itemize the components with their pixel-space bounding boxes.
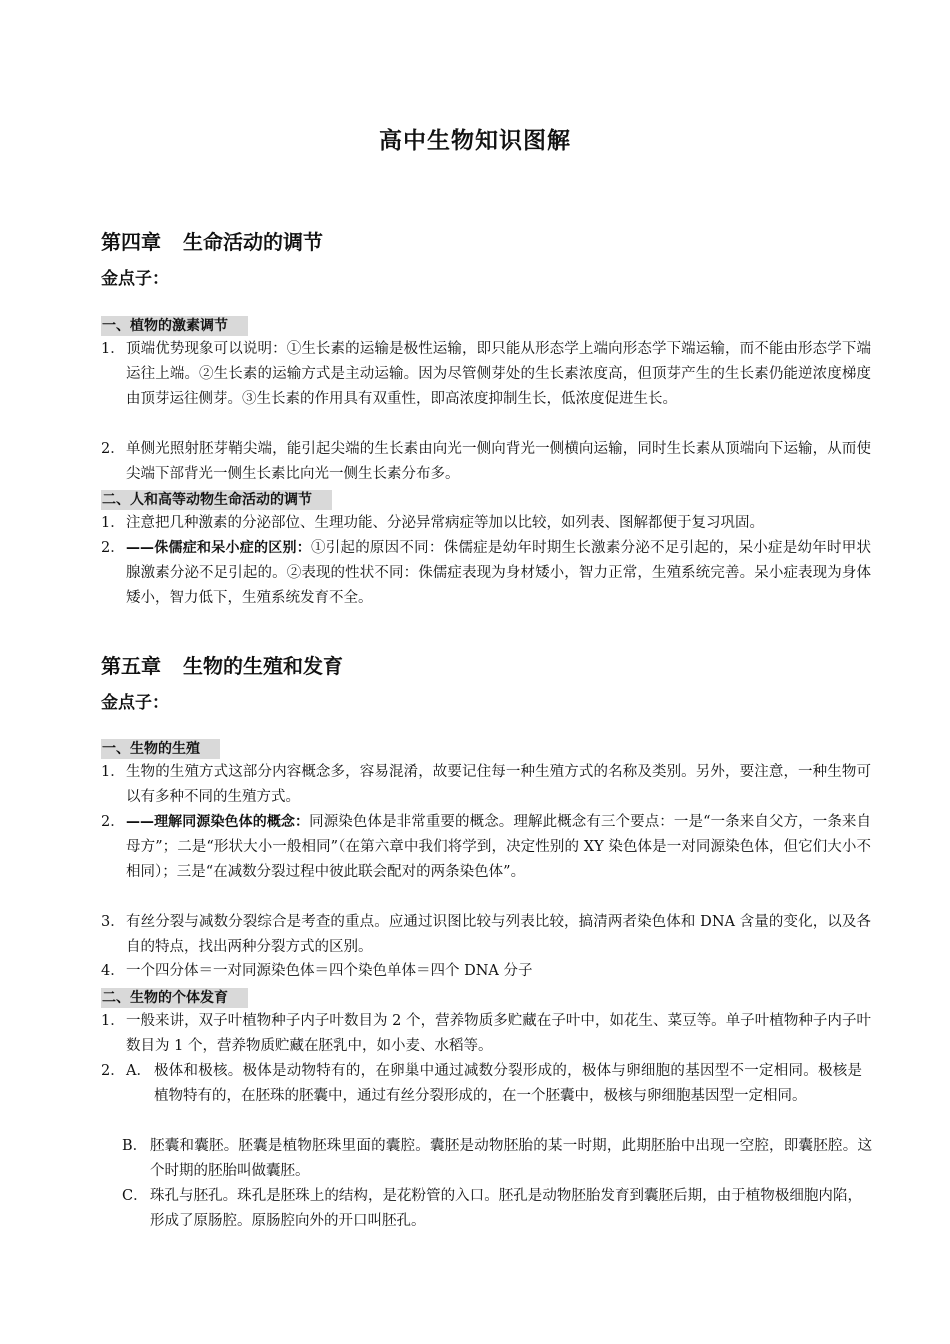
item-number: 2． <box>101 441 125 457</box>
item-number: 1． <box>101 341 125 357</box>
chapter-4-name: 生命活动的调节 <box>183 230 323 254</box>
ch4-section-1-heading: 一、植物的激素调节 <box>101 316 248 336</box>
ch4-s2-item-1 <box>101 511 871 536</box>
item-number: 1． <box>101 515 125 531</box>
chapter-5-number: 第五章 <box>101 654 161 678</box>
ch5-s2-subitem-c <box>122 1184 862 1234</box>
item-number: 1． <box>101 764 125 780</box>
ch5-s1-item-1 <box>101 760 871 810</box>
ch4-s2-item-2 <box>101 536 871 611</box>
item-number: 2． <box>101 540 125 556</box>
item-text: 有丝分裂与减数分裂综合是考查的重点。应通过识图比较与列表比较，搞清两者染色体和 DNA 含量的变化，以及各自的特点，找出两种分裂方式的区别。 <box>126 914 871 955</box>
chapter-4-number: 第四章 <box>101 230 161 254</box>
item-number: 2． <box>101 814 125 830</box>
chapter-5-name: 生物的生殖和发育 <box>183 654 343 678</box>
chapter-4-gold-label: 金点子： <box>101 269 169 289</box>
subitem-letter: A． <box>126 1063 151 1079</box>
subitem-text: 胚囊和囊胚。胚囊是植物胚珠里面的囊腔。囊胚是动物胚胎的某一时期，此期胚胎中出现一空腔，即囊胚腔。这个时期的胚胎叫做囊胚。 <box>150 1138 872 1179</box>
item-text: 顶端优势现象可以说明：①生长素的运输是极性运输，即只能从形态学上端向形态学下端运输，而不能由形态学下端运往上端。②生长素的运输方式是主动运输。因为尽管侧芽处的生长素浓度高，但顶芽产生的生长素仍能逆浓度梯度由顶芽运往侧芽。③生长素的作用具有双重性，即高浓度抑制生长，低浓度促进生长。 <box>126 341 871 407</box>
item-number: 4． <box>101 963 125 979</box>
ch5-s1-item-3 <box>101 910 871 960</box>
item-body: ①引起的原因不同：侏儒症是幼年时期生长激素分泌不足引起的，呆小症是幼年时甲状腺激素分泌不足引起的。②表现的性状不同：侏儒症表现为身材矮小，智力正常，生殖系统完善。呆小症表现为身体矮小，智力低下，生殖系统发育不全。 <box>126 540 872 606</box>
item-text: 单侧光照射胚芽鞘尖端，能引起尖端的生长素由向光一侧向背光一侧横向运输，同时生长素从顶端向下运输，从而使尖端下部背光一侧生长素比向光一侧生长素分布多。 <box>126 441 871 482</box>
ch5-s2-subitem-a <box>126 1059 862 1109</box>
item-text: 注意把几种激素的分泌部位、生理功能、分泌异常病症等加以比较，如列表、图解都便于复习巩固。 <box>126 515 764 531</box>
ch5-s1-item-2 <box>101 810 871 885</box>
ch4-section-2-heading: 二、人和高等动物生命活动的调节 <box>101 490 332 510</box>
subitem-letter: B． <box>122 1138 148 1154</box>
chapter-5-heading <box>101 650 343 679</box>
item-number: 2． <box>101 1063 125 1079</box>
chapter-5-gold-label: 金点子： <box>101 693 169 713</box>
item-text <box>126 810 871 885</box>
ch5-s2-subitem-b <box>122 1134 872 1184</box>
ch5-s1-item-4 <box>101 959 871 984</box>
ch5-section-1-heading: 一、生物的生殖 <box>101 739 220 759</box>
item-text: 生物的生殖方式这部分内容概念多，容易混淆，故要记住每一种生殖方式的名称及类别。另外，要注意，一种生物可以有多种不同的生殖方式。 <box>126 764 871 805</box>
subitem-text: 极体和极核。极体是动物特有的，在卵巢中通过减数分裂形成的，极体与卵细胞的基因型不一定相同。极核是植物特有的，在胚珠的胚囊中，通过有丝分裂形成的，在一个胚囊中，极核与卵细胞基因型一定相同。 <box>154 1063 862 1104</box>
item-number: 1． <box>101 1013 125 1029</box>
subitem-text: 珠孔与胚孔。珠孔是胚珠上的结构，是花粉管的入口。胚孔是动物胚胎发育到囊胚后期，由于植物极细胞内陷，形成了原肠腔。原肠腔向外的开口叫胚孔。 <box>150 1188 862 1229</box>
item-text <box>126 536 871 611</box>
document-title: 高中生物知识图解 <box>379 128 571 154</box>
item-number: 3． <box>101 914 125 930</box>
item-text: 一个四分体＝一对同源染色体＝四个染色单体＝四个 DNA 分子 <box>126 963 533 979</box>
item-body: 同源染色体是非常重要的概念。理解此概念有三个要点：一是“一条来自父方，一条来自母方”；二是“形状大小一般相同”（在第六章中我们将学到，决定性别的 XY 染色体是一对同源染色体，但它们大小不相同）；三是“在减数分裂过程中彼此联会配对的两条染色体”。 <box>126 814 871 880</box>
item-text: 一般来讲，双子叶植物种子内子叶数目为 2 个，营养物质多贮藏在子叶中，如花生、菜豆等。单子叶植物种子内子叶数目为 1 个，营养物质贮藏在胚乳中，如小麦、水稻等。 <box>126 1013 871 1054</box>
item-bold-lead: ——理解同源染色体的概念： <box>126 814 310 830</box>
ch5-section-2-heading: 二、生物的个体发育 <box>101 988 248 1008</box>
item-bold-lead: ——侏儒症和呆小症的区别： <box>126 540 311 556</box>
chapter-4-heading <box>101 226 323 255</box>
subitem-letter: C． <box>122 1188 148 1204</box>
ch5-s2-item-1 <box>101 1009 871 1059</box>
ch4-s1-item-2 <box>101 437 871 487</box>
ch4-s1-item-1 <box>101 337 871 412</box>
